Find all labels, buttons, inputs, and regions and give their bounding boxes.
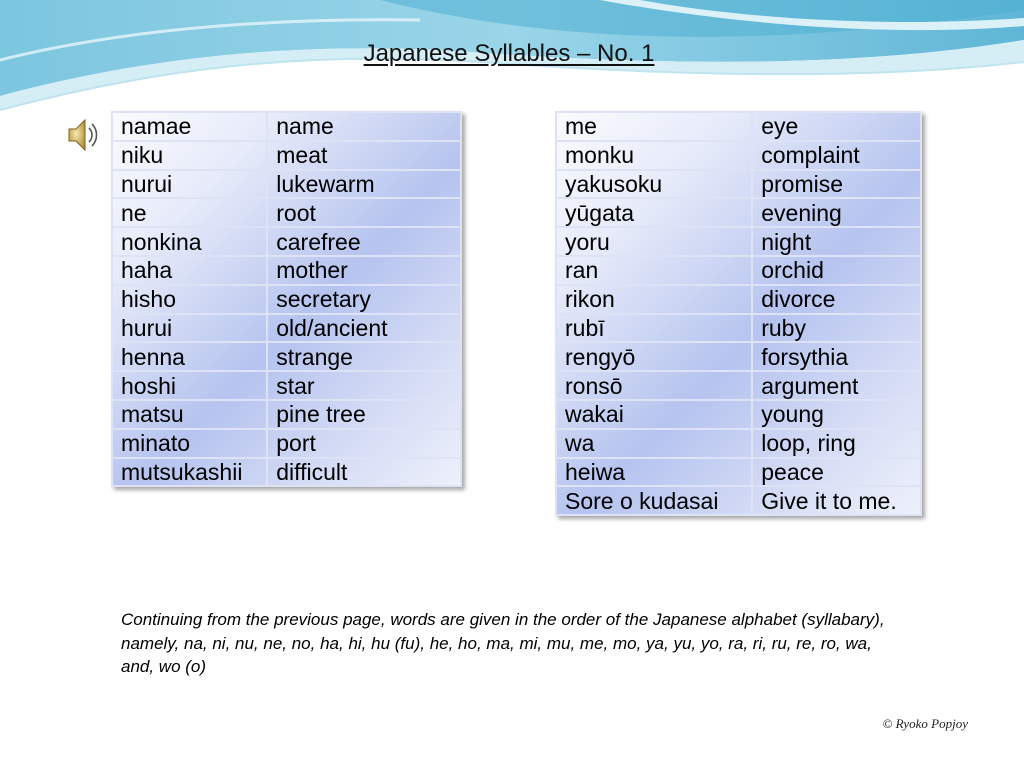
vocabulary-table-left xyxy=(111,111,462,487)
english-meaning: strange xyxy=(267,342,461,371)
speaker-icon[interactable] xyxy=(66,115,102,155)
english-meaning: divorce xyxy=(752,285,921,314)
english-meaning: orchid xyxy=(752,256,921,285)
english-meaning: root xyxy=(267,198,461,227)
table-row xyxy=(112,314,461,343)
english-meaning: peace xyxy=(752,458,921,487)
table-row xyxy=(112,198,461,227)
english-meaning: pine tree xyxy=(267,400,461,429)
explanation-note: Continuing from the previous page, words are given in the order of the Japanese alphabet (syllabary), namely, na, ni, nu, ne, no, ha, hi, hu (fu), he, ho, ma, mi, mu, me, mo, ya, yu, yo, ra, ri, ru, re, ro, wa, and, wo (o) xyxy=(121,610,885,676)
english-meaning: difficult xyxy=(267,458,461,487)
japanese-word: monku xyxy=(556,141,752,170)
table-row xyxy=(112,256,461,285)
japanese-word: ronsō xyxy=(556,371,752,400)
table-row xyxy=(112,342,461,371)
english-meaning: promise xyxy=(752,170,921,199)
table-row xyxy=(556,458,921,487)
table-row xyxy=(112,429,461,458)
page-title xyxy=(0,40,1024,68)
table-row xyxy=(556,285,921,314)
japanese-word: yakusoku xyxy=(556,170,752,199)
vocabulary-table-right xyxy=(555,111,922,516)
table-row xyxy=(556,141,921,170)
english-meaning: meat xyxy=(267,141,461,170)
japanese-word: matsu xyxy=(112,400,267,429)
table-row xyxy=(556,256,921,285)
english-meaning: complaint xyxy=(752,141,921,170)
english-meaning: eye xyxy=(752,112,921,141)
japanese-word: rubī xyxy=(556,314,752,343)
table-row xyxy=(556,112,921,141)
japanese-word: nonkina xyxy=(112,227,267,256)
japanese-word: minato xyxy=(112,429,267,458)
english-meaning: old/ancient xyxy=(267,314,461,343)
japanese-word: hoshi xyxy=(112,371,267,400)
english-meaning: night xyxy=(752,227,921,256)
english-meaning: evening xyxy=(752,198,921,227)
japanese-word: yoru xyxy=(556,227,752,256)
table-row xyxy=(112,285,461,314)
japanese-word: hisho xyxy=(112,285,267,314)
table-row xyxy=(556,429,921,458)
english-meaning: Give it to me. xyxy=(752,486,921,515)
table-row xyxy=(556,371,921,400)
table-row xyxy=(112,458,461,487)
japanese-word: ran xyxy=(556,256,752,285)
table-row xyxy=(556,342,921,371)
english-meaning: loop, ring xyxy=(752,429,921,458)
japanese-word: mutsukashii xyxy=(112,458,267,487)
english-meaning: young xyxy=(752,400,921,429)
table-row xyxy=(112,227,461,256)
copyright-notice: © Ryoko Popjoy xyxy=(882,716,968,731)
english-meaning: carefree xyxy=(267,227,461,256)
table-row xyxy=(112,400,461,429)
japanese-word: henna xyxy=(112,342,267,371)
table-row xyxy=(112,141,461,170)
english-meaning: name xyxy=(267,112,461,141)
table-row xyxy=(112,170,461,199)
japanese-word: nurui xyxy=(112,170,267,199)
english-meaning: ruby xyxy=(752,314,921,343)
english-meaning: argument xyxy=(752,371,921,400)
japanese-word: haha xyxy=(112,256,267,285)
english-meaning: star xyxy=(267,371,461,400)
english-meaning: lukewarm xyxy=(267,170,461,199)
japanese-word: heiwa xyxy=(556,458,752,487)
english-meaning: mother xyxy=(267,256,461,285)
table-row xyxy=(112,371,461,400)
japanese-word: rikon xyxy=(556,285,752,314)
japanese-word: wakai xyxy=(556,400,752,429)
english-meaning: port xyxy=(267,429,461,458)
table-row xyxy=(112,112,461,141)
japanese-word: niku xyxy=(112,141,267,170)
japanese-word: wa xyxy=(556,429,752,458)
english-meaning: forsythia xyxy=(752,342,921,371)
japanese-word: rengyō xyxy=(556,342,752,371)
japanese-word: yūgata xyxy=(556,198,752,227)
page-title-text: Japanese Syllables – No. 1 xyxy=(363,40,655,67)
table-row xyxy=(556,486,921,515)
english-meaning: secretary xyxy=(267,285,461,314)
table-row xyxy=(556,400,921,429)
table-row xyxy=(556,314,921,343)
table-row xyxy=(556,227,921,256)
japanese-word: hurui xyxy=(112,314,267,343)
japanese-word: namae xyxy=(112,112,267,141)
japanese-word: ne xyxy=(112,198,267,227)
table-row xyxy=(556,170,921,199)
japanese-word: me xyxy=(556,112,752,141)
japanese-word: Sore o kudasai xyxy=(556,486,752,515)
table-row xyxy=(556,198,921,227)
